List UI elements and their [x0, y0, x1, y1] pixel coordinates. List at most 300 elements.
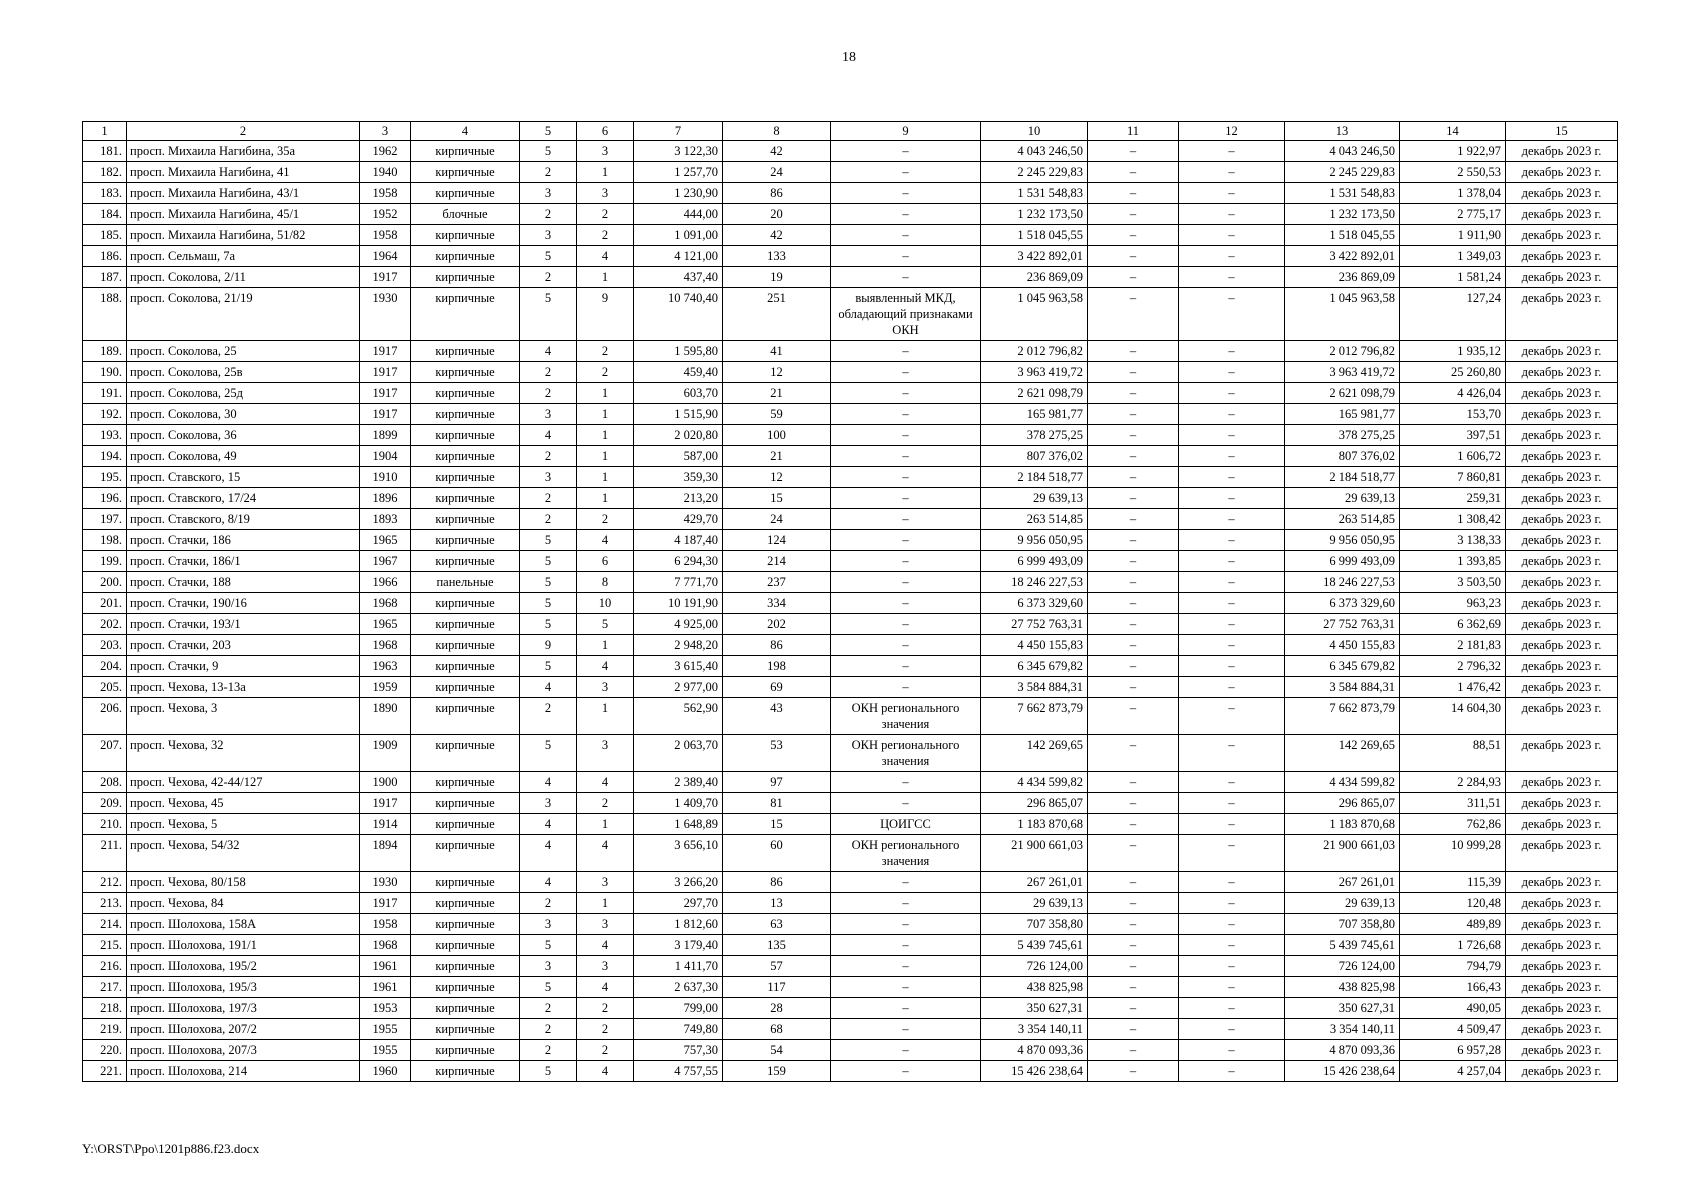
heritage-status-cell: –	[831, 772, 981, 793]
entrances-cell: 1	[577, 425, 634, 446]
residents-cell: 12	[723, 467, 831, 488]
cost-col-13-cell: 7 662 873,79	[1285, 698, 1400, 735]
entrances-cell: 3	[577, 141, 634, 162]
floors-cell: 5	[520, 530, 577, 551]
residents-cell: 117	[723, 977, 831, 998]
row-number-cell: 214.	[83, 914, 127, 935]
total-area-cell: 10 740,40	[634, 288, 723, 341]
address-cell: просп. Сельмаш, 7а	[127, 246, 360, 267]
heritage-status-cell: –	[831, 551, 981, 572]
cost-col-11-cell: –	[1088, 835, 1179, 872]
cost-total-cell: 1 518 045,55	[981, 225, 1088, 246]
address-cell: просп. Чехова, 42-44/127	[127, 772, 360, 793]
cost-per-sqm-cell: 2 181,83	[1400, 635, 1506, 656]
floors-cell: 2	[520, 1040, 577, 1061]
heritage-status-cell: –	[831, 425, 981, 446]
address-cell: просп. Чехова, 45	[127, 793, 360, 814]
wall-material-cell: кирпичные	[411, 1040, 520, 1061]
cost-col-11-cell: –	[1088, 1019, 1179, 1040]
entrances-cell: 1	[577, 698, 634, 735]
address-cell: просп. Стачки, 188	[127, 572, 360, 593]
table-row	[83, 814, 1618, 835]
floors-cell: 5	[520, 614, 577, 635]
heritage-status-cell: –	[831, 1040, 981, 1061]
table-row	[83, 698, 1618, 735]
wall-material-cell: кирпичные	[411, 814, 520, 835]
cost-total-cell: 807 376,02	[981, 446, 1088, 467]
deadline-cell: декабрь 2023 г.	[1506, 793, 1618, 814]
deadline-cell: декабрь 2023 г.	[1506, 1019, 1618, 1040]
total-area-cell: 6 294,30	[634, 551, 723, 572]
wall-material-cell: кирпичные	[411, 446, 520, 467]
year-built-cell: 1917	[360, 893, 411, 914]
column-header: 6	[577, 122, 634, 141]
row-number-cell: 202.	[83, 614, 127, 635]
cost-col-11-cell: –	[1088, 614, 1179, 635]
deadline-cell: декабрь 2023 г.	[1506, 1040, 1618, 1061]
cost-col-13-cell: 4 043 246,50	[1285, 141, 1400, 162]
cost-total-cell: 726 124,00	[981, 956, 1088, 977]
table-row	[83, 425, 1618, 446]
floors-cell: 4	[520, 677, 577, 698]
deadline-cell: декабрь 2023 г.	[1506, 814, 1618, 835]
cost-per-sqm-cell: 4 257,04	[1400, 1061, 1506, 1082]
floors-cell: 2	[520, 1019, 577, 1040]
cost-total-cell: 1 183 870,68	[981, 814, 1088, 835]
row-number-cell: 208.	[83, 772, 127, 793]
cost-total-cell: 296 865,07	[981, 793, 1088, 814]
heritage-status-cell: –	[831, 793, 981, 814]
entrances-cell: 4	[577, 246, 634, 267]
table-row	[83, 509, 1618, 530]
deadline-cell: декабрь 2023 г.	[1506, 593, 1618, 614]
year-built-cell: 1961	[360, 956, 411, 977]
cost-col-13-cell: 296 865,07	[1285, 793, 1400, 814]
row-number-cell: 191.	[83, 383, 127, 404]
cost-col-11-cell: –	[1088, 141, 1179, 162]
cost-per-sqm-cell: 88,51	[1400, 735, 1506, 772]
residents-cell: 21	[723, 446, 831, 467]
cost-col-11-cell: –	[1088, 362, 1179, 383]
wall-material-cell: кирпичные	[411, 488, 520, 509]
deadline-cell: декабрь 2023 г.	[1506, 551, 1618, 572]
deadline-cell: декабрь 2023 г.	[1506, 425, 1618, 446]
residents-cell: 237	[723, 572, 831, 593]
row-number-cell: 196.	[83, 488, 127, 509]
cost-per-sqm-cell: 6 362,69	[1400, 614, 1506, 635]
cost-per-sqm-cell: 6 957,28	[1400, 1040, 1506, 1061]
wall-material-cell: кирпичные	[411, 614, 520, 635]
total-area-cell: 3 266,20	[634, 872, 723, 893]
row-number-cell: 218.	[83, 998, 127, 1019]
deadline-cell: декабрь 2023 г.	[1506, 656, 1618, 677]
cost-col-12-cell: –	[1179, 530, 1285, 551]
cost-per-sqm-cell: 1 308,42	[1400, 509, 1506, 530]
deadline-cell: декабрь 2023 г.	[1506, 677, 1618, 698]
deadline-cell: декабрь 2023 г.	[1506, 956, 1618, 977]
address-cell: просп. Михаила Нагибина, 43/1	[127, 183, 360, 204]
total-area-cell: 3 179,40	[634, 935, 723, 956]
heritage-status-cell: –	[831, 977, 981, 998]
residents-cell: 54	[723, 1040, 831, 1061]
cost-col-12-cell: –	[1179, 404, 1285, 425]
heritage-status-cell: –	[831, 656, 981, 677]
residents-cell: 68	[723, 1019, 831, 1040]
cost-col-11-cell: –	[1088, 488, 1179, 509]
deadline-cell: декабрь 2023 г.	[1506, 446, 1618, 467]
year-built-cell: 1914	[360, 814, 411, 835]
floors-cell: 4	[520, 814, 577, 835]
deadline-cell: декабрь 2023 г.	[1506, 246, 1618, 267]
cost-col-13-cell: 438 825,98	[1285, 977, 1400, 998]
cost-col-12-cell: –	[1179, 1061, 1285, 1082]
cost-col-12-cell: –	[1179, 914, 1285, 935]
row-number-cell: 183.	[83, 183, 127, 204]
total-area-cell: 3 656,10	[634, 835, 723, 872]
residents-cell: 86	[723, 872, 831, 893]
floors-cell: 5	[520, 735, 577, 772]
wall-material-cell: кирпичные	[411, 141, 520, 162]
heritage-status-cell: –	[831, 677, 981, 698]
year-built-cell: 1917	[360, 383, 411, 404]
cost-col-13-cell: 4 870 093,36	[1285, 1040, 1400, 1061]
address-cell: просп. Соколова, 49	[127, 446, 360, 467]
address-cell: просп. Чехова, 5	[127, 814, 360, 835]
column-header: 2	[127, 122, 360, 141]
cost-total-cell: 15 426 238,64	[981, 1061, 1088, 1082]
residents-cell: 41	[723, 341, 831, 362]
year-built-cell: 1930	[360, 288, 411, 341]
cost-col-12-cell: –	[1179, 977, 1285, 998]
entrances-cell: 2	[577, 225, 634, 246]
address-cell: просп. Стачки, 186/1	[127, 551, 360, 572]
cost-per-sqm-cell: 2 550,53	[1400, 162, 1506, 183]
cost-col-11-cell: –	[1088, 914, 1179, 935]
table-row	[83, 935, 1618, 956]
deadline-cell: декабрь 2023 г.	[1506, 288, 1618, 341]
wall-material-cell: кирпичные	[411, 267, 520, 288]
table-row	[83, 288, 1618, 341]
row-number-cell: 197.	[83, 509, 127, 530]
cost-col-12-cell: –	[1179, 267, 1285, 288]
cost-total-cell: 1 232 173,50	[981, 204, 1088, 225]
deadline-cell: декабрь 2023 г.	[1506, 698, 1618, 735]
heritage-status-cell: –	[831, 404, 981, 425]
year-built-cell: 1965	[360, 530, 411, 551]
row-number-cell: 186.	[83, 246, 127, 267]
address-cell: просп. Стачки, 203	[127, 635, 360, 656]
heritage-status-cell: –	[831, 488, 981, 509]
cost-col-12-cell: –	[1179, 772, 1285, 793]
cost-col-12-cell: –	[1179, 572, 1285, 593]
address-cell: просп. Ставского, 15	[127, 467, 360, 488]
heritage-status-cell: –	[831, 225, 981, 246]
cost-per-sqm-cell: 1 911,90	[1400, 225, 1506, 246]
cost-col-13-cell: 4 450 155,83	[1285, 635, 1400, 656]
cost-total-cell: 3 422 892,01	[981, 246, 1088, 267]
wall-material-cell: кирпичные	[411, 1061, 520, 1082]
heritage-status-cell: –	[831, 1019, 981, 1040]
cost-col-11-cell: –	[1088, 893, 1179, 914]
heritage-status-cell: –	[831, 593, 981, 614]
cost-col-12-cell: –	[1179, 467, 1285, 488]
total-area-cell: 749,80	[634, 1019, 723, 1040]
entrances-cell: 2	[577, 204, 634, 225]
cost-col-11-cell: –	[1088, 509, 1179, 530]
total-area-cell: 1 812,60	[634, 914, 723, 935]
address-cell: просп. Чехова, 54/32	[127, 835, 360, 872]
wall-material-cell: кирпичные	[411, 835, 520, 872]
cost-col-11-cell: –	[1088, 341, 1179, 362]
entrances-cell: 4	[577, 772, 634, 793]
address-cell: просп. Михаила Нагибина, 35а	[127, 141, 360, 162]
deadline-cell: декабрь 2023 г.	[1506, 914, 1618, 935]
wall-material-cell: кирпичные	[411, 977, 520, 998]
wall-material-cell: кирпичные	[411, 656, 520, 677]
total-area-cell: 4 757,55	[634, 1061, 723, 1082]
cost-col-11-cell: –	[1088, 551, 1179, 572]
heritage-status-cell: –	[831, 935, 981, 956]
entrances-cell: 1	[577, 635, 634, 656]
entrances-cell: 2	[577, 509, 634, 530]
wall-material-cell: кирпичные	[411, 383, 520, 404]
wall-material-cell: кирпичные	[411, 735, 520, 772]
residents-cell: 15	[723, 814, 831, 835]
cost-per-sqm-cell: 1 349,03	[1400, 246, 1506, 267]
deadline-cell: декабрь 2023 г.	[1506, 341, 1618, 362]
entrances-cell: 2	[577, 362, 634, 383]
deadline-cell: декабрь 2023 г.	[1506, 635, 1618, 656]
address-cell: просп. Шолохова, 197/3	[127, 998, 360, 1019]
cost-col-11-cell: –	[1088, 467, 1179, 488]
cost-per-sqm-cell: 1 922,97	[1400, 141, 1506, 162]
floors-cell: 5	[520, 246, 577, 267]
year-built-cell: 1958	[360, 225, 411, 246]
total-area-cell: 1 257,70	[634, 162, 723, 183]
cost-col-13-cell: 2 012 796,82	[1285, 341, 1400, 362]
row-number-cell: 204.	[83, 656, 127, 677]
cost-total-cell: 6 345 679,82	[981, 656, 1088, 677]
cost-col-11-cell: –	[1088, 656, 1179, 677]
row-number-cell: 193.	[83, 425, 127, 446]
cost-col-11-cell: –	[1088, 956, 1179, 977]
residents-cell: 20	[723, 204, 831, 225]
wall-material-cell: кирпичные	[411, 772, 520, 793]
column-header: 9	[831, 122, 981, 141]
year-built-cell: 1904	[360, 446, 411, 467]
cost-total-cell: 263 514,85	[981, 509, 1088, 530]
cost-col-11-cell: –	[1088, 698, 1179, 735]
total-area-cell: 3 615,40	[634, 656, 723, 677]
cost-col-11-cell: –	[1088, 572, 1179, 593]
floors-cell: 5	[520, 572, 577, 593]
cost-col-13-cell: 2 184 518,77	[1285, 467, 1400, 488]
year-built-cell: 1910	[360, 467, 411, 488]
entrances-cell: 1	[577, 467, 634, 488]
cost-col-13-cell: 6 345 679,82	[1285, 656, 1400, 677]
row-number-cell: 216.	[83, 956, 127, 977]
floors-cell: 2	[520, 162, 577, 183]
wall-material-cell: панельные	[411, 572, 520, 593]
cost-col-11-cell: –	[1088, 446, 1179, 467]
cost-total-cell: 27 752 763,31	[981, 614, 1088, 635]
table-body	[83, 141, 1618, 1082]
header-row	[83, 122, 1618, 141]
floors-cell: 3	[520, 914, 577, 935]
address-cell: просп. Соколова, 21/19	[127, 288, 360, 341]
cost-per-sqm-cell: 14 604,30	[1400, 698, 1506, 735]
row-number-cell: 195.	[83, 467, 127, 488]
heritage-status-cell: ОКН регионального значения	[831, 835, 981, 872]
cost-total-cell: 6 999 493,09	[981, 551, 1088, 572]
cost-col-12-cell: –	[1179, 425, 1285, 446]
cost-total-cell: 2 621 098,79	[981, 383, 1088, 404]
address-cell: просп. Михаила Нагибина, 45/1	[127, 204, 360, 225]
cost-col-13-cell: 4 434 599,82	[1285, 772, 1400, 793]
cost-per-sqm-cell: 115,39	[1400, 872, 1506, 893]
table-row	[83, 488, 1618, 509]
cost-col-13-cell: 236 869,09	[1285, 267, 1400, 288]
entrances-cell: 1	[577, 814, 634, 835]
entrances-cell: 10	[577, 593, 634, 614]
cost-col-12-cell: –	[1179, 341, 1285, 362]
cost-col-13-cell: 263 514,85	[1285, 509, 1400, 530]
wall-material-cell: кирпичные	[411, 509, 520, 530]
column-header: 4	[411, 122, 520, 141]
cost-col-12-cell: –	[1179, 893, 1285, 914]
wall-material-cell: кирпичные	[411, 551, 520, 572]
column-header: 3	[360, 122, 411, 141]
deadline-cell: декабрь 2023 г.	[1506, 488, 1618, 509]
cost-col-12-cell: –	[1179, 1040, 1285, 1061]
deadline-cell: декабрь 2023 г.	[1506, 772, 1618, 793]
cost-col-11-cell: –	[1088, 998, 1179, 1019]
year-built-cell: 1958	[360, 183, 411, 204]
total-area-cell: 4 187,40	[634, 530, 723, 551]
floors-cell: 2	[520, 383, 577, 404]
entrances-cell: 1	[577, 383, 634, 404]
total-area-cell: 359,30	[634, 467, 723, 488]
table-row	[83, 162, 1618, 183]
cost-col-13-cell: 378 275,25	[1285, 425, 1400, 446]
cost-total-cell: 142 269,65	[981, 735, 1088, 772]
total-area-cell: 603,70	[634, 383, 723, 404]
row-number-cell: 215.	[83, 935, 127, 956]
residents-cell: 86	[723, 635, 831, 656]
entrances-cell: 1	[577, 162, 634, 183]
residents-cell: 334	[723, 593, 831, 614]
heritage-status-cell: –	[831, 914, 981, 935]
floors-cell: 5	[520, 977, 577, 998]
deadline-cell: декабрь 2023 г.	[1506, 267, 1618, 288]
entrances-cell: 2	[577, 1019, 634, 1040]
cost-total-cell: 267 261,01	[981, 872, 1088, 893]
cost-col-13-cell: 350 627,31	[1285, 998, 1400, 1019]
total-area-cell: 7 771,70	[634, 572, 723, 593]
cost-per-sqm-cell: 7 860,81	[1400, 467, 1506, 488]
total-area-cell: 2 948,20	[634, 635, 723, 656]
entrances-cell: 2	[577, 1040, 634, 1061]
residents-cell: 42	[723, 225, 831, 246]
row-number-cell: 211.	[83, 835, 127, 872]
table-row	[83, 1019, 1618, 1040]
wall-material-cell: кирпичные	[411, 246, 520, 267]
cost-col-12-cell: –	[1179, 593, 1285, 614]
cost-col-11-cell: –	[1088, 267, 1179, 288]
wall-material-cell: кирпичные	[411, 530, 520, 551]
total-area-cell: 444,00	[634, 204, 723, 225]
year-built-cell: 1890	[360, 698, 411, 735]
total-area-cell: 2 063,70	[634, 735, 723, 772]
cost-col-13-cell: 142 269,65	[1285, 735, 1400, 772]
cost-total-cell: 438 825,98	[981, 977, 1088, 998]
floors-cell: 5	[520, 935, 577, 956]
cost-per-sqm-cell: 2 775,17	[1400, 204, 1506, 225]
column-header: 15	[1506, 122, 1618, 141]
total-area-cell: 459,40	[634, 362, 723, 383]
cost-col-12-cell: –	[1179, 1019, 1285, 1040]
table-row	[83, 956, 1618, 977]
entrances-cell: 5	[577, 614, 634, 635]
cost-col-12-cell: –	[1179, 288, 1285, 341]
residents-cell: 69	[723, 677, 831, 698]
cost-total-cell: 2 012 796,82	[981, 341, 1088, 362]
entrances-cell: 4	[577, 835, 634, 872]
column-header: 1	[83, 122, 127, 141]
heritage-status-cell: –	[831, 509, 981, 530]
cost-col-12-cell: –	[1179, 141, 1285, 162]
heritage-status-cell: –	[831, 614, 981, 635]
cost-per-sqm-cell: 762,86	[1400, 814, 1506, 835]
cost-col-11-cell: –	[1088, 735, 1179, 772]
address-cell: просп. Чехова, 32	[127, 735, 360, 772]
address-cell: просп. Михаила Нагибина, 51/82	[127, 225, 360, 246]
cost-col-11-cell: –	[1088, 793, 1179, 814]
total-area-cell: 297,70	[634, 893, 723, 914]
cost-total-cell: 4 434 599,82	[981, 772, 1088, 793]
table-row	[83, 530, 1618, 551]
table-row	[83, 572, 1618, 593]
address-cell: просп. Соколова, 36	[127, 425, 360, 446]
residents-cell: 251	[723, 288, 831, 341]
wall-material-cell: кирпичные	[411, 1019, 520, 1040]
cost-total-cell: 5 439 745,61	[981, 935, 1088, 956]
cost-col-13-cell: 726 124,00	[1285, 956, 1400, 977]
floors-cell: 4	[520, 425, 577, 446]
table-row	[83, 614, 1618, 635]
deadline-cell: декабрь 2023 г.	[1506, 572, 1618, 593]
cost-total-cell: 236 869,09	[981, 267, 1088, 288]
table-row	[83, 635, 1618, 656]
year-built-cell: 1968	[360, 635, 411, 656]
residents-cell: 21	[723, 383, 831, 404]
entrances-cell: 3	[577, 677, 634, 698]
cost-total-cell: 29 639,13	[981, 893, 1088, 914]
entrances-cell: 6	[577, 551, 634, 572]
table-row	[83, 977, 1618, 998]
address-cell: просп. Шолохова, 191/1	[127, 935, 360, 956]
table-row	[83, 1040, 1618, 1061]
cost-col-13-cell: 6 373 329,60	[1285, 593, 1400, 614]
entrances-cell: 1	[577, 446, 634, 467]
wall-material-cell: кирпичные	[411, 162, 520, 183]
floors-cell: 5	[520, 656, 577, 677]
row-number-cell: 182.	[83, 162, 127, 183]
year-built-cell: 1955	[360, 1040, 411, 1061]
wall-material-cell: кирпичные	[411, 404, 520, 425]
wall-material-cell: кирпичные	[411, 425, 520, 446]
year-built-cell: 1917	[360, 341, 411, 362]
